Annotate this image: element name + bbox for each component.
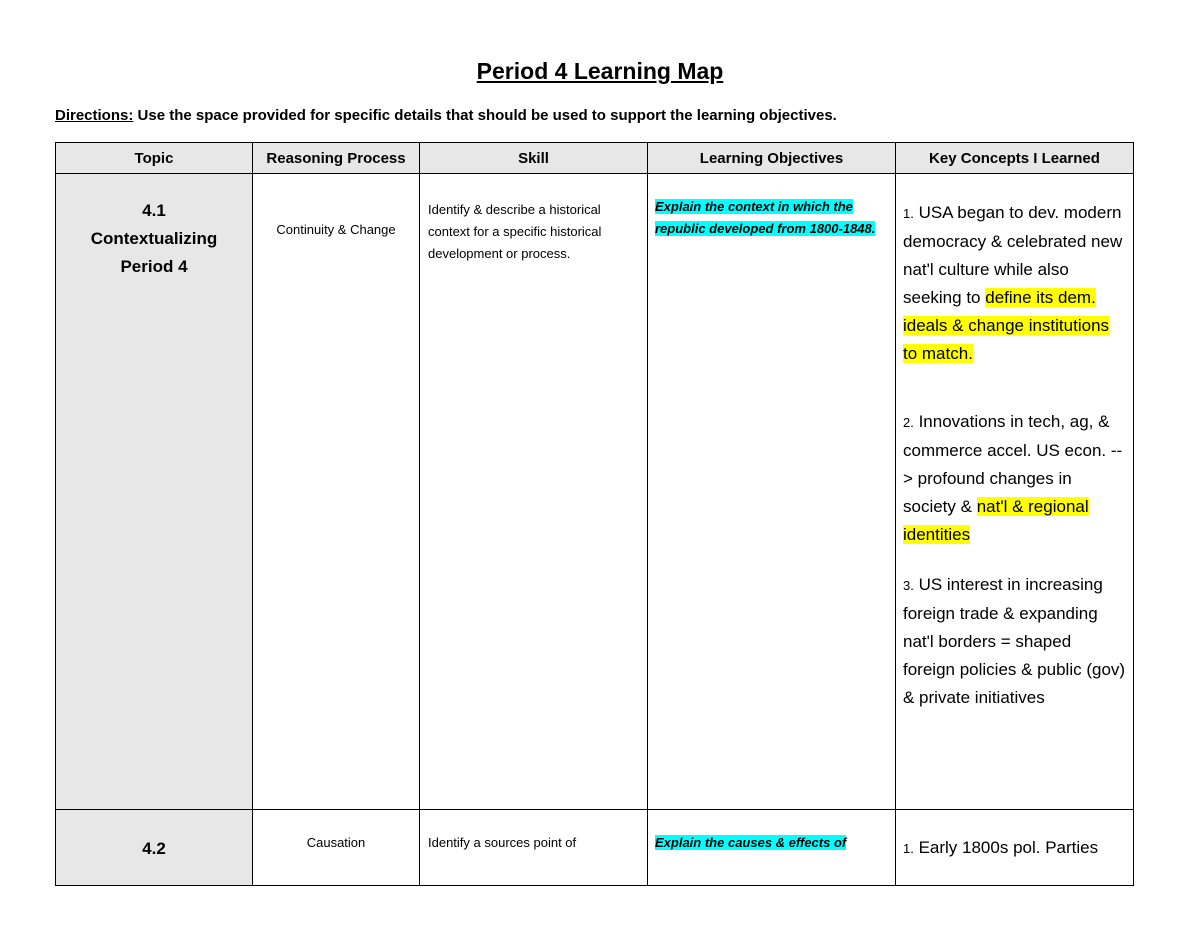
directions [55,107,837,124]
objective-cell [648,810,896,886]
header-concepts: Key Concepts I Learned [896,143,1134,174]
page-title: Period 4 Learning Map [476,58,724,84]
concept-2: 2. Innovations in tech, ag, & commerce accel. US econ. --> profound changes in society & nat'l & regional identities [903,412,1123,544]
topic-title-line2: Period 4 [120,257,188,276]
objective-highlight: Explain the causes & effects of [655,835,847,850]
table-row [56,810,1134,886]
topic-title-line1: Contextualizing [90,229,218,248]
header-objectives: Learning Objectives [648,143,896,174]
header-skill: Skill [420,143,648,174]
concept-1: 1. USA began to dev. modern democracy & celebrated new nat'l culture while also seeking to define its dem. ideals & change institutions to match. [903,203,1123,363]
directions-text: Use the space provided for specific details that should be used to support the learning objectives. [133,107,837,124]
concepts-cell: 1. Early 1800s pol. Parties [896,810,1134,886]
reasoning-cell: Causation [253,810,420,886]
table-row [56,174,1134,810]
topic-number: 4.1 [142,201,166,220]
concepts-cell [896,174,1134,810]
header-row [56,143,1134,174]
objective-highlight: Explain the context in which the republic developed from 1800-1848. [655,199,876,236]
objective-cell [648,174,896,810]
concept-3: 3. US interest in increasing foreign trade & expanding nat'l borders = shaped foreign policies & public (gov) & private initiatives [903,575,1126,707]
header-topic: Topic [56,143,253,174]
concept-2-highlight: nat'l & regional identities [903,497,1089,544]
skill-cell: Identify a sources point of [420,810,648,886]
topic-number: 4.2 [142,839,166,858]
concept-1-highlight: define its dem. ideals & change institutions to match. [903,288,1110,363]
learning-map-table [55,142,1134,886]
topic-cell [56,174,253,810]
topic-cell [56,810,253,886]
skill-cell: Identify & describe a historical context for a specific historical development or process. [420,174,648,810]
header-reasoning: Reasoning Process [253,143,420,174]
directions-label: Directions: [55,107,134,124]
reasoning-cell: Continuity & Change [253,174,420,810]
